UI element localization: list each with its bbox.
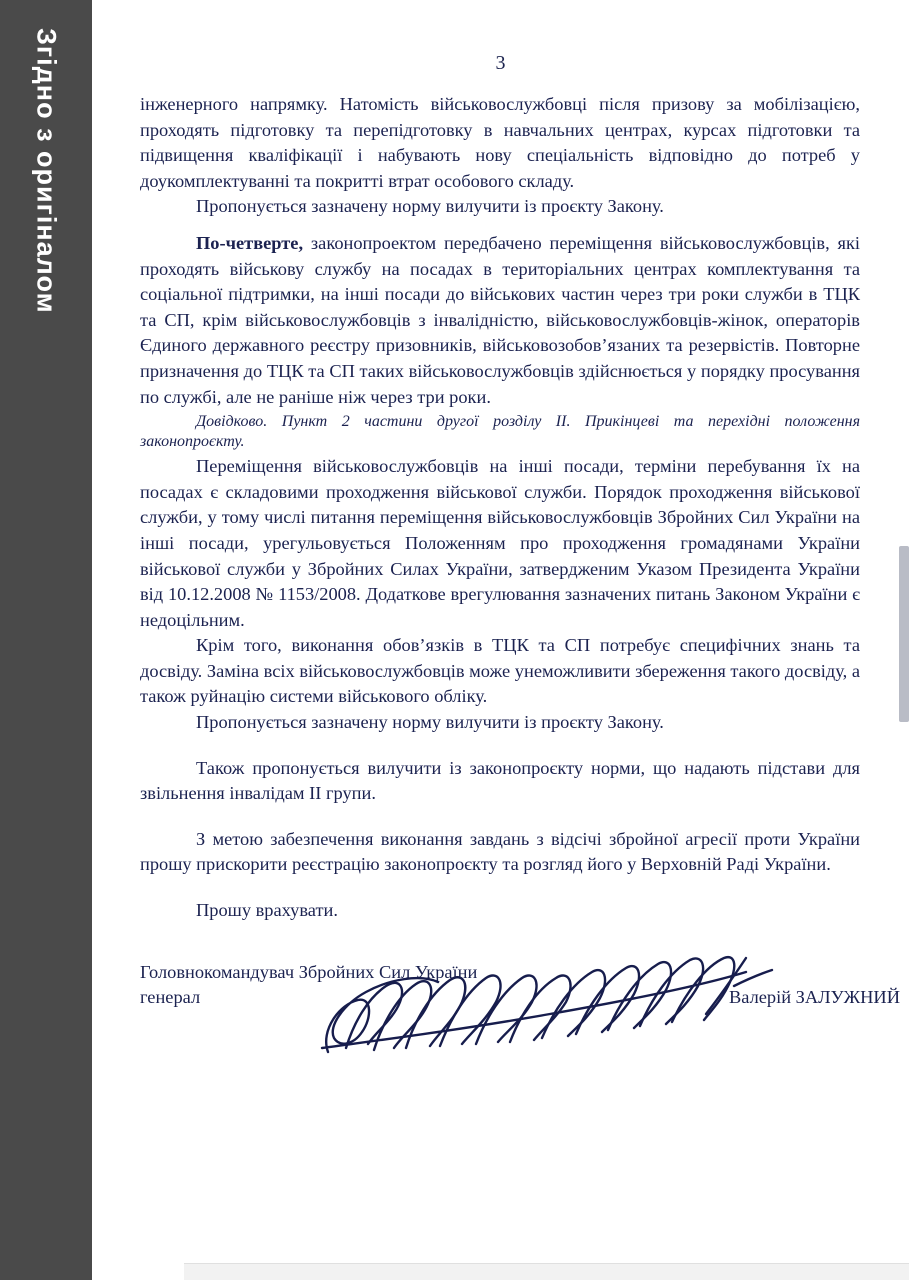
bottom-edge-strip — [184, 1263, 909, 1280]
paragraph-5: Переміщення військовослужбовців на інші посади, терміни перебування їх на посадах є складовими проходження військової служби. Порядок проходження військової служби, у тому числі питання переміщення військовослужбовців Збройних Сил України на інші посади, урегульовується Положенням про проходження громадянами України військової служби у Збройних Силах України, затвердженим Указом Президента України від 10.12.2008 № 1153/2008. Додаткове врегулювання зазначених питань Законом України є недоцільним. — [140, 456, 860, 630]
watermark-text: Згідно з оригіналом — [31, 28, 62, 314]
document-page — [92, 0, 909, 1280]
paragraph-2: Пропонується зазначену норму вилучити із проєкту Закону. — [196, 196, 664, 217]
document-body — [140, 92, 860, 924]
signatory-title-line-1: Головнокомандувач Збройних Сил України — [140, 962, 478, 982]
paragraph-7: Пропонується зазначену норму вилучити із проєкту Закону. — [196, 712, 664, 733]
paragraph-6: Крім того, виконання обов’язків в ТЦК та СП потребує специфічних знань та досвіду. Заміна всіх військовослужбовців може унеможливити збереження такого досвіду, а також руйнацію системи військового обліку. — [140, 635, 860, 707]
watermark-band — [0, 0, 92, 1280]
reference-note: Довідково. Пункт 2 частини другої розділу ІІ. Прикінцеві та перехідні положення законопроєкту. — [140, 413, 860, 451]
paragraph-3-lead: По-четверте, — [196, 232, 304, 253]
signatory-name: Валерій ЗАЛУЖНИЙ — [729, 987, 900, 1007]
paragraph-1: інженерного напрямку. Натомість військовослужбовці після призову за мобілізацією, проходять підготовку та перепідготовку в навчальних центрах, курсах підготовки та підвищення кваліфікації і набувають нову спеціальність відповідно до потреб у доукомплектуванні та покритті втрат особового складу. — [140, 94, 860, 191]
page-number: 3 — [495, 52, 506, 74]
paragraph-3 — [140, 231, 860, 410]
paragraph-10: Прошу врахувати. — [196, 900, 338, 921]
paragraph-8: Також пропонується вилучити із законопроєкту норми, що надають підстави для звільнення інвалідам ІІ групи. — [140, 757, 860, 804]
paragraph-9: З метою забезпечення виконання завдань з відсічі збройної агресії проти України прошу прискорити реєстрацію законопроєкту та розгляд його у Верховній Раді України. — [140, 828, 860, 875]
scroll-indicator[interactable] — [899, 546, 909, 722]
signatory-title-line-2: генерал — [140, 987, 201, 1007]
paragraph-3-text: законопроектом передбачено переміщення військовослужбовців, які проходять військову службу на посадах в територіальних центрах комплектування та соціальної підтримки, на інші посади до військових частин через три роки служби в ТЦК та СП, крім військовослужбовців з інвалідністю, військовослужбовців-жінок, операторів Єдиного державного реєстру призовників, військовозобов’язаних та резервістів. Повторне призначення до ТЦК та СП таких військовослужбовців здійснюється у порядку просування по службі, але не раніше ніж через три роки. — [140, 232, 860, 407]
signature-block — [140, 960, 900, 1010]
